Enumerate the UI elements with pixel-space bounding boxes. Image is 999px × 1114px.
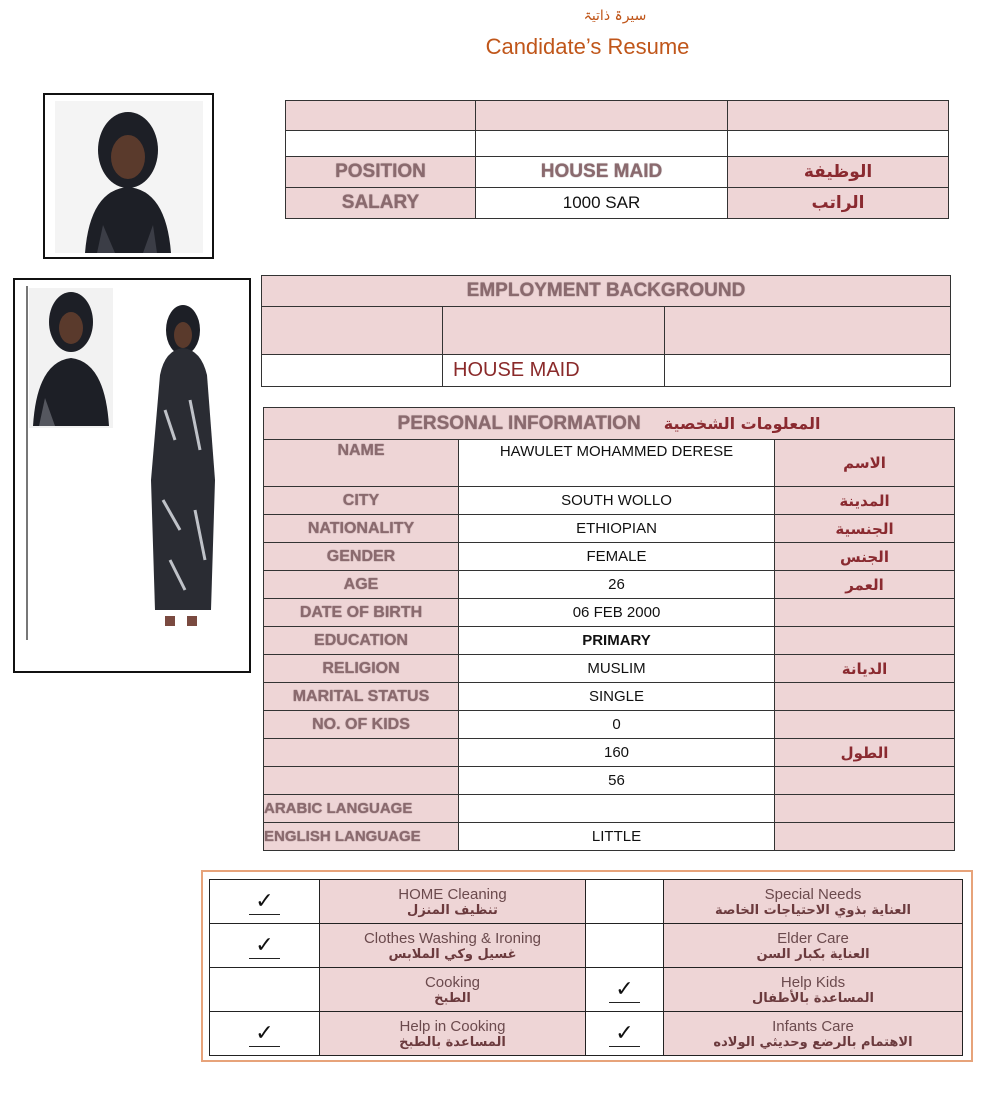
salary-value: 1000 SAR (476, 188, 728, 219)
skill-home-cleaning (320, 880, 586, 924)
skill-infants-care (664, 1012, 963, 1056)
nationality-value: ETHIOPIAN (459, 515, 775, 543)
skill-elder-care (664, 924, 963, 968)
skill-label: HOME Cleaning (398, 885, 507, 903)
checkmark-icon: ✓ (249, 889, 279, 915)
height-label (264, 739, 459, 767)
weight-value: 56 (459, 767, 775, 795)
skill-cooking (320, 968, 586, 1012)
employment-empty-cell (262, 307, 443, 355)
position-value: HOUSE MAID (476, 157, 728, 188)
marital-status-label-ar (775, 683, 955, 711)
job-empty-cell (476, 131, 728, 157)
skill-help-kids (664, 968, 963, 1012)
name-value: HAWULET MOHAMMED DERESE (459, 440, 775, 487)
city-value: SOUTH WOLLO (459, 487, 775, 515)
skill-label-ar: تنظيف المنزل (407, 902, 498, 918)
job-empty-cell (728, 101, 949, 131)
skill-label-ar: غسيل وكي الملابس (388, 946, 517, 962)
job-empty-cell (286, 131, 476, 157)
weight-label-ar (775, 767, 955, 795)
checkmark-icon: ✓ (249, 933, 279, 959)
arabic-language-label-ar (775, 795, 955, 823)
employment-heading: EMPLOYMENT BACKGROUND (262, 276, 951, 307)
employment-empty-cell (665, 355, 951, 387)
job-empty-cell (728, 131, 949, 157)
marital-status-value: SINGLE (459, 683, 775, 711)
english-language-label-ar (775, 823, 955, 851)
personal-heading-row (264, 408, 955, 440)
gender-label: GENDER (264, 543, 459, 571)
checkmark-icon: ✓ (249, 1021, 279, 1047)
full-body-image (15, 280, 249, 671)
kids-value: 0 (459, 711, 775, 739)
name-label: NAME (264, 440, 459, 487)
kids-label: NO. OF KIDS (264, 711, 459, 739)
skill-clothes-washing (320, 924, 586, 968)
arabic-language-value (459, 795, 775, 823)
age-label-ar: العمر (775, 571, 955, 599)
kids-label-ar (775, 711, 955, 739)
checkmark-icon: ✓ (609, 977, 639, 1003)
gender-label-ar: الجنس (775, 543, 955, 571)
skill-label: Special Needs (764, 885, 862, 903)
employment-empty-cell (262, 355, 443, 387)
education-label-ar (775, 627, 955, 655)
age-label: AGE (264, 571, 459, 599)
employment-empty-cell (665, 307, 951, 355)
skill-label: Help in Cooking (399, 1017, 506, 1035)
employment-value: HOUSE MAID (443, 355, 665, 387)
education-label: EDUCATION (264, 627, 459, 655)
skill-check-cell (210, 880, 320, 924)
job-table (285, 100, 949, 219)
position-label-ar: الوظيفة (728, 157, 949, 188)
skill-check-cell (210, 924, 320, 968)
full-body-photo (13, 278, 251, 673)
skill-check-cell (586, 968, 664, 1012)
salary-label-ar: الراتب (728, 188, 949, 219)
skill-check-cell (210, 968, 320, 1012)
headshot-photo (43, 93, 214, 259)
age-value: 26 (459, 571, 775, 599)
skill-label: Clothes Washing & Ironing (363, 929, 542, 947)
job-empty-cell (286, 101, 476, 131)
english-language-label: ENGLISH LANGUAGE (264, 823, 459, 851)
job-empty-cell (476, 101, 728, 131)
logo-text: سيرۃ ذاتیۃ (583, 8, 647, 24)
skill-label-ar: العناية بذوي الاحتياجات الخاصة (715, 902, 911, 918)
skill-label: Cooking (424, 973, 481, 991)
city-label: CITY (264, 487, 459, 515)
skill-label: Infants Care (772, 1017, 854, 1035)
skill-check-cell (586, 880, 664, 924)
religion-label: RELIGION (264, 655, 459, 683)
checkmark-icon: ✓ (609, 1021, 639, 1047)
education-value: PRIMARY (459, 627, 775, 655)
skill-label-ar: الاهتمام بالرضع وحديثي الولاده (713, 1034, 913, 1050)
dob-label-ar (775, 599, 955, 627)
marital-status-label: MARITAL STATUS (264, 683, 459, 711)
name-label-ar: الاسم (775, 440, 955, 487)
skill-label: Help Kids (780, 973, 846, 991)
skill-label-ar: العناية بكبار السن (756, 946, 870, 962)
skill-check-cell (586, 1012, 664, 1056)
headshot-image (45, 95, 212, 257)
skill-help-in-cooking (320, 1012, 586, 1056)
skill-check-cell (586, 924, 664, 968)
page-title: Candidate’s Resume (485, 34, 690, 59)
nationality-label-ar: الجنسية (775, 515, 955, 543)
religion-value: MUSLIM (459, 655, 775, 683)
personal-info-table (263, 407, 955, 851)
dob-label: DATE OF BIRTH (264, 599, 459, 627)
height-label-ar: الطول (775, 739, 955, 767)
gender-value: FEMALE (459, 543, 775, 571)
skill-special-needs (664, 880, 963, 924)
english-language-value: LITTLE (459, 823, 775, 851)
employment-empty-cell (443, 307, 665, 355)
employment-table (261, 275, 951, 387)
nationality-label: NATIONALITY (264, 515, 459, 543)
city-label-ar: المدينة (775, 487, 955, 515)
height-value: 160 (459, 739, 775, 767)
skills-table (209, 879, 963, 1056)
skill-label-ar: المساعدة بالأطفال (752, 990, 874, 1006)
salary-label: SALARY (286, 188, 476, 219)
skill-label-ar: الطبخ (434, 990, 471, 1006)
religion-label-ar: الديانة (775, 655, 955, 683)
arabic-language-label: ARABIC LANGUAGE (264, 795, 459, 823)
skill-label-ar: المساعدة بالطبخ (399, 1034, 506, 1050)
skill-label: Elder Care (777, 929, 849, 947)
dob-value: 06 FEB 2000 (459, 599, 775, 627)
personal-heading-ar: المعلومات الشخصية (663, 413, 821, 433)
weight-label (264, 767, 459, 795)
personal-heading: PERSONAL INFORMATION (397, 412, 641, 434)
skill-check-cell (210, 1012, 320, 1056)
position-label: POSITION (286, 157, 476, 188)
